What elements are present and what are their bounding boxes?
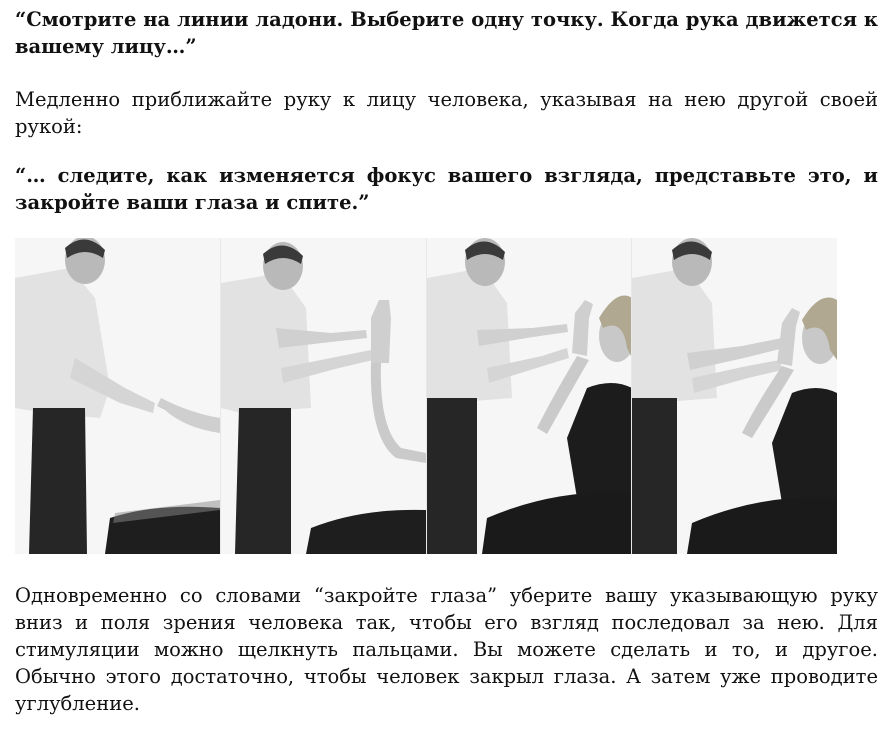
- photo-sequence: [15, 238, 837, 554]
- instruction-close-eyes: Одновременно со словами “закройте глаза” уберите вашу указывающую руку вниз и поля зрения человека так, чтобы его взгляд последовал за нею. Для стимуляции можно щелкнуть пальцами. Вы можете сделать и то, и другое. Обычно этого достаточно, чтобы человек закрыл глаза. А затем уже проводите углубление.: [15, 584, 878, 715]
- instruction-move-hand: Медленно приближайте руку к лицу человека, указывая на нею другой своей рукой:: [15, 88, 878, 138]
- quote-close-eyes: “… следите, как изменяется фокус вашего взгляда, представьте это, и закройте ваши глаза и спите.”: [15, 164, 878, 214]
- photo-hand-at-face: [631, 238, 837, 554]
- photo-hand-raised: [220, 238, 426, 554]
- quote-palm-lines: “Смотрите на линии ладони. Выберите одну точку. Когда рука движется к вашему лицу…”: [15, 8, 878, 58]
- photo-hand-reach: [15, 238, 220, 554]
- photo-hand-near-face: [426, 238, 632, 554]
